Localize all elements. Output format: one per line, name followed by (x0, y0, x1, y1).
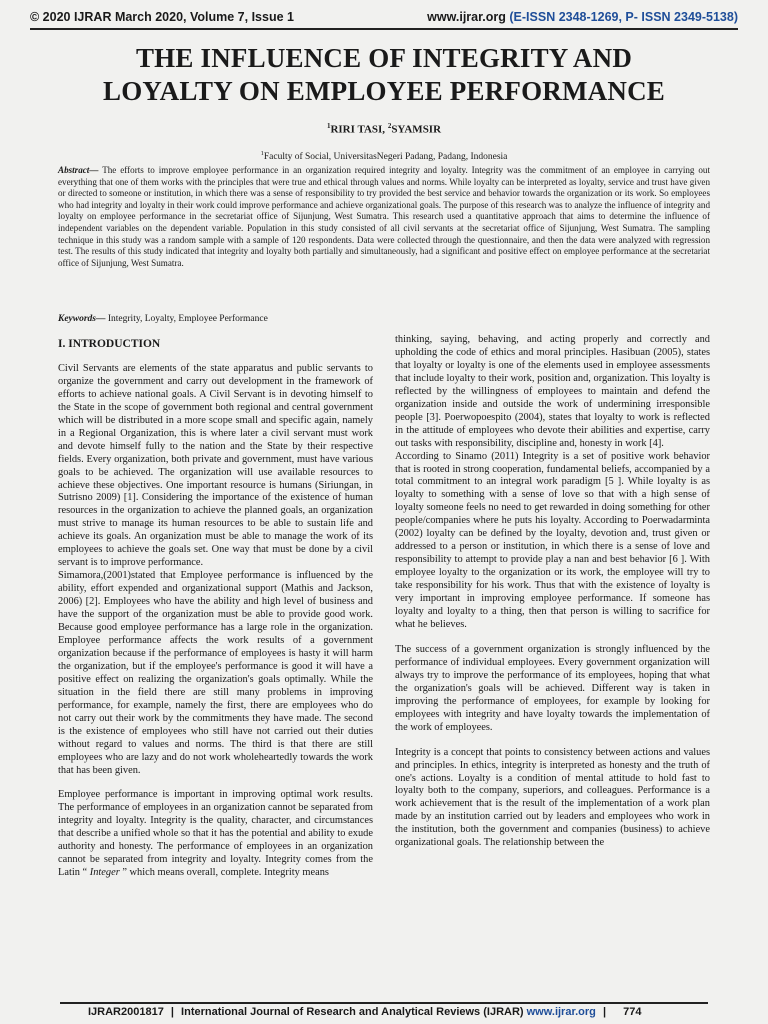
abstract-label: Abstract— (58, 165, 99, 175)
title-line-1: THE INFLUENCE OF INTEGRITY AND (135, 43, 633, 73)
paper-title (40, 42, 728, 108)
paragraph (58, 789, 373, 880)
affiliation-text: Faculty of Social, UniversitasNegeri Padang, Padang, Indonesia (263, 152, 508, 163)
abstract-text: The efforts to improve employee performance in an organization required integrity and loyalty. Integrity was the commitment of an employee in carrying out everything that one of them works with the principles that were true and ethical through values and norms. While loyalty can be interpreted as loyalty, service and trust have given or directed to someone or institution, in which there was a sense of responsibility to try provided the best service and behavior towards the organization or its work. So employees who had integrity and loyalty in their work could improve performance and achieve organizational goals. The purpose of this research was to analyze the influence of integrity and loyalty on employee performance in the secretariat office of Sijunjung, West Sumatra. This research used a quantitative approach that aims to determine the influence of independent variables on the dependent variable. Population in this study consisted of all civil servants at the secretariat office of Sijunjung, West Sumatra. The sampling technique in this study was a random sample with a sample of 120 respondents. Data were collected through the questionnaire, and then the data were analyzed with regression test. The results of this study indicated that integrity and loyalty both partially and simultaneously, had a significant and positive effect on employee performance at the secretariat office of Sijunjung, West Sumatra. (58, 165, 711, 268)
journal-name: International Journal of Research and Analytical Reviews (IJRAR) (181, 1006, 524, 1018)
keywords (58, 314, 710, 324)
title-line-2: LOYALTY ON EMPLOYEE PERFORMANCE (102, 76, 665, 106)
section-heading-introduction: I. INTRODUCTION (58, 338, 161, 350)
header-issn: (E-ISSN 2348-1269, P- ISSN 2349-5138) (509, 10, 738, 24)
keywords-label: Keywords— (58, 314, 106, 324)
paragraph-text: Employee performance is important in improving optimal work results. The performance of employees in an organization cannot be separated from integrity and loyalty. Integrity is the quality, character, and circumstances that describe a unified whole so that it has the potential and ability to exude authority and honesty. The performance of employees in an organization cannot be separated from integrity and loyalty. Integrity comes from the Latin “ (58, 789, 373, 879)
affiliation-sup: 1 (260, 150, 264, 157)
page-footer (0, 1002, 768, 1024)
journal-issue-info: © 2020 IJRAR March 2020, Volume 7, Issue 1 (30, 10, 294, 24)
author-list (0, 122, 768, 136)
paragraph: Simamora,(2001)stated that Employee performance is influenced by the ability, effort expended and organizational support (Mathis and Jackson, 2006) [2]. Employees who have the ability and high level of business and have the support of the organization must be able to provide good work. Because good employee performance has a large role in the organization. Employee performance affects the work results of a government organization because if the performance of employees is hasty it will harm the organization, but if the employee's performance is good it will have a positive effect on realizing the organization's goals optimally. While the situation in the field there are still many problems in improving performance, for example, namely the first, there are employees who do not carry out their work by the commitments they have made. The second is the existence of employees who still have not carried out their duties without regard to values and norms. The third is that there are still employees who are lazy and do not work wholeheartedly towards the work that has been given. (58, 570, 373, 776)
latin-term: Integer (87, 867, 123, 879)
author-1-sup: 1 (326, 122, 331, 130)
paragraph: According to Sinamo (2011) Integrity is a set of positive work behavior that is rooted in strong cooperation, fundamental beliefs, accompanied by a total commitment to an integral work paradigm [5 ]. While loyalty is as loyalty to something with a sense of love so that with a high sense of loyalty someone feels no need to get rewarded in doing something for other people/companies where he puts his loyalty. According to Poerwadarminta (2002) loyalty can be defined by the loyalty, devotion and, trust given or addressed to a person or institution, in which there is a sense of love and responsibility to attempt to provide play a nan and best behavior [6 ]. With employee loyalty to the organization or its work, the employee will try to take responsibility for his work. Thus that with the existence of loyalty is very important in improving employee performance. If someone has loyalty and loyalty to a thing, then that person is willing to sacrifice for what he believes. (395, 450, 710, 630)
journal-url-issn (427, 10, 738, 24)
abstract (58, 165, 710, 269)
footer-divider (60, 1002, 708, 1004)
keywords-text: Integrity, Loyalty, Employee Performance (105, 314, 268, 324)
footer-separator: | (170, 1006, 174, 1018)
footer-text (88, 1006, 708, 1018)
paragraph-text: ” which means overall, complete. Integrity means (122, 867, 329, 879)
author-1: RIRI TASI, (330, 123, 388, 136)
paper-code: IJRAR2001817 (88, 1006, 164, 1018)
paragraph: Civil Servants are elements of the state apparatus and public servants to organize the government and carry out development in the framework of efforts to achieve national goals. A Civil Servant is in devoting himself to the State in the scope of government both regional and central government which will be distributed in a more scope small and specific again, namely in a Regional Organization, this is where later a civil servant must work and devote himself fully to the nation and the State by their respective fields. Every organization, both private and government, must have various goals to be achieved. The organization will use available resources to achieve these objectives. One important resource is humans (Siriungan, in Sutrisno 2009) [1]. Considering the importance of the existence of human resources in the organization to achieve the planned goals, an organization must strive to manage its human resources to be able to sustain life and achieve its goals. An organization must be able to manage the work of its employees to achieve the goals set. One way that must be done by a civil servant is to improve performance. (58, 362, 373, 569)
running-header (30, 6, 738, 28)
paragraph: The success of a government organization is strongly influenced by the performance of individual employees. Every government organization will always try to improve the performance of its employees, hoping that what the organization's goals will be achieved. Different way is taken in improving the performance of employees, for example by looking for employees with integrity and have loyalty towards the implementation of the work of employees. (395, 643, 710, 733)
affiliation (0, 150, 768, 162)
header-divider (30, 28, 738, 30)
right-column (395, 334, 710, 850)
left-column (58, 338, 373, 880)
page-number: 774 (623, 1006, 642, 1018)
header-url-link[interactable]: www.ijrar.org (427, 10, 506, 24)
author-2-sup: 2 (387, 122, 392, 130)
paragraph: Integrity is a concept that points to consistency between actions and values and principles. In ethics, integrity is interpreted as honesty and the truth of one's actions. Loyalty is a condition of mental attitude to hold fast to loyalty both to the company, superiors, and colleagues. Performance is a work achievement that is the result of the implementation of a work plan made by an institution carried out by leaders and employees who work in the institution, both the government and companies (business) to achieve organizational goals. The relationship between the (395, 746, 710, 849)
author-2: SYAMSIR (391, 123, 442, 136)
footer-separator: | (602, 1006, 607, 1018)
footer-url-link[interactable]: www.ijrar.org (526, 1006, 596, 1018)
paragraph: thinking, saying, behaving, and acting properly and correctly and upholding the code of ethics and moral principles. Hasibuan (2005), states that loyalty or loyalty is one of the elements used in employee assessments that include loyalty to their work, position and, organization. This loyalty is reflected by the willingness of employees to maintain and defend the organization inside and outside the work of undermining irresponsible people [3]. Poerwopoespito (2004), states that loyalty to work is reflected in the attitude of employees who devote their abilities and expertise, carry out tasks with responsibility, discipline and, honesty in work [4]. (395, 334, 710, 449)
